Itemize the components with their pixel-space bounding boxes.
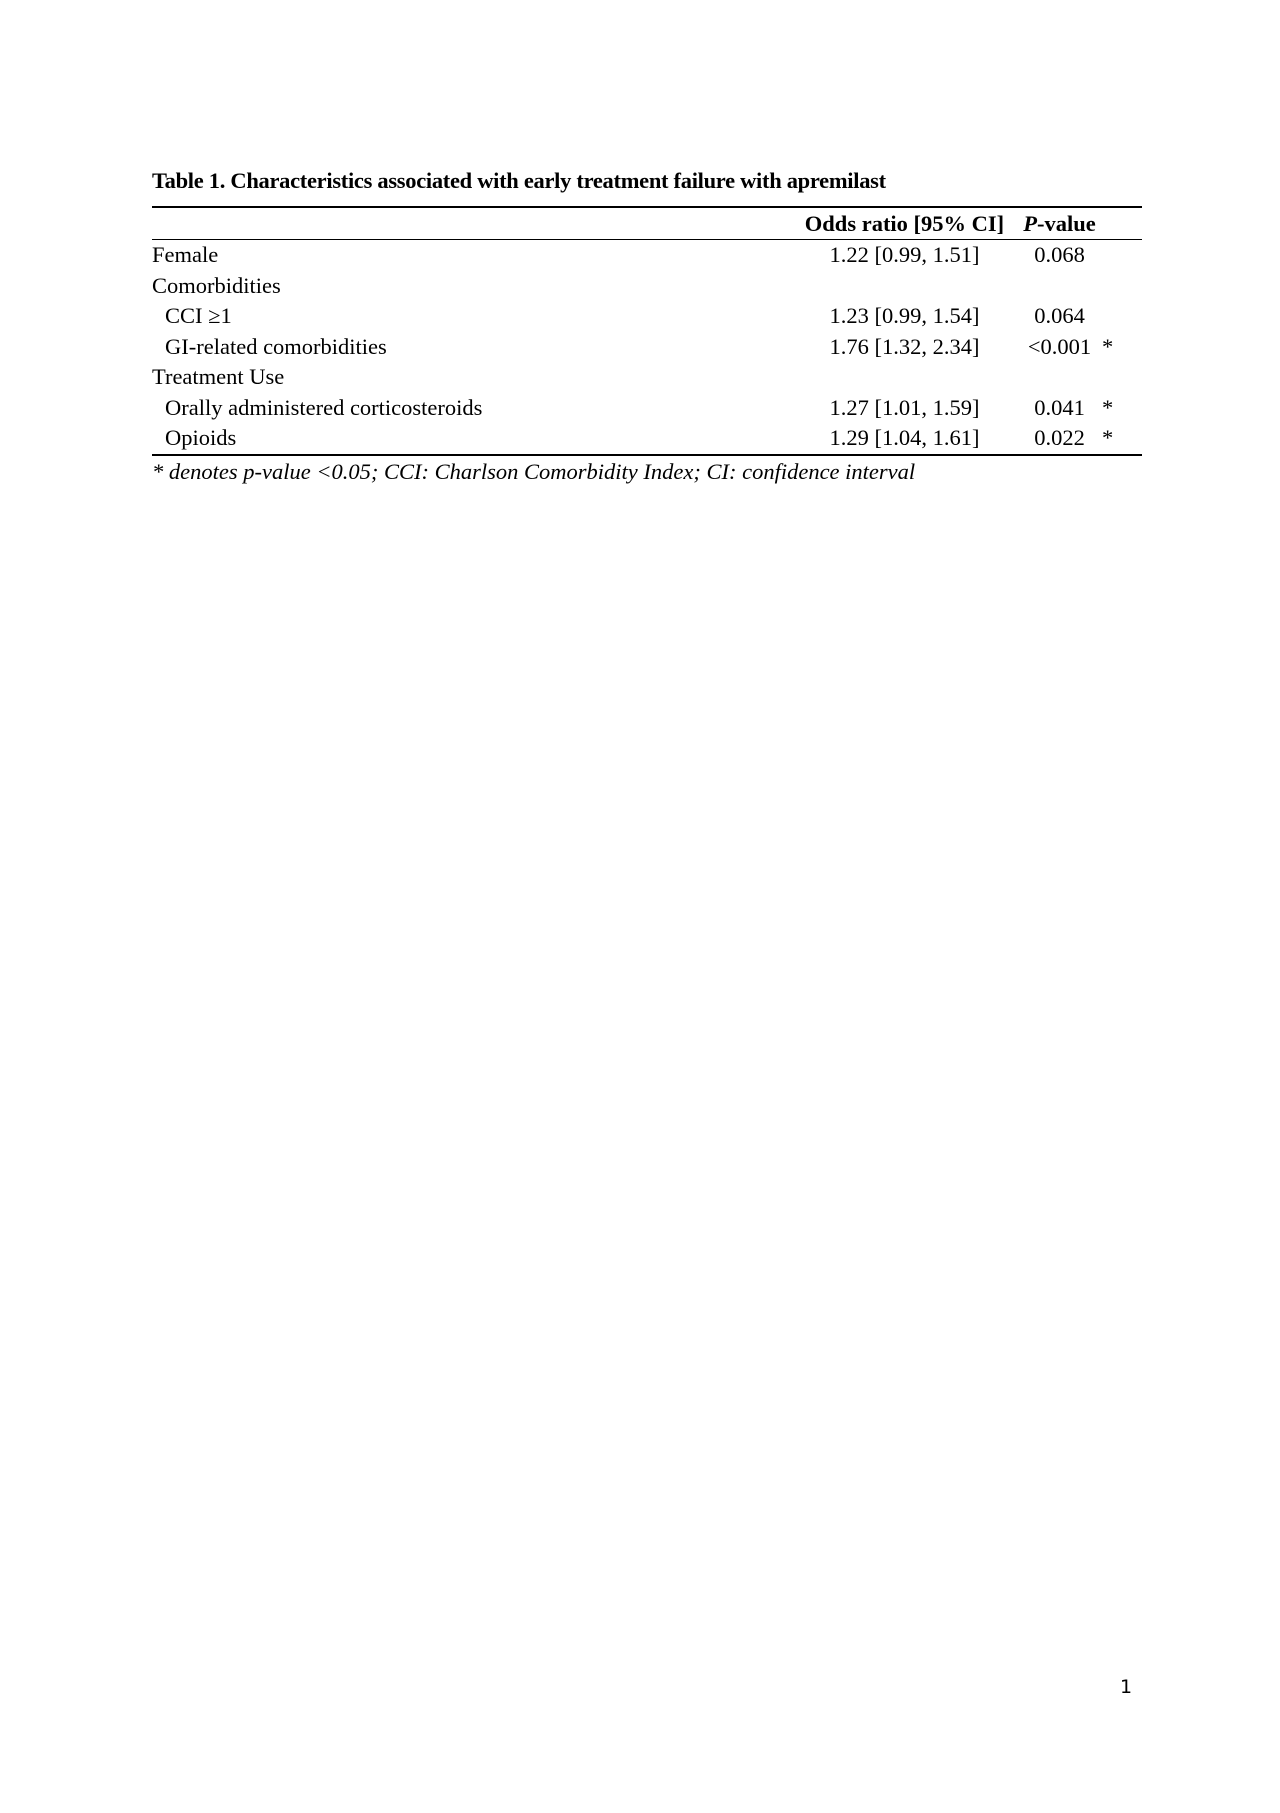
row-p-value: 0.041: [1034, 394, 1085, 420]
table-row: [152, 271, 1142, 302]
row-significance: *: [1102, 394, 1114, 420]
row-label: GI-related comorbidities: [165, 333, 387, 359]
row-odds-ratio: 1.27 [1.01, 1.59]: [829, 394, 980, 420]
row-label: Female: [152, 242, 219, 267]
page-number: 1: [1120, 1676, 1133, 1698]
header-p-prefix: P: [1023, 211, 1037, 236]
row-significance: [1102, 240, 1142, 271]
row-significance: [1102, 362, 1142, 393]
header-odds-ratio: Odds ratio [95% CI]: [804, 211, 1005, 236]
row-label: Orally administered corticosteroids: [165, 394, 483, 420]
table-header-row: [152, 207, 1142, 240]
header-label: [152, 207, 792, 240]
row-significance: *: [1102, 425, 1114, 450]
row-significance: [1102, 271, 1142, 302]
row-p-value: [1017, 362, 1102, 393]
table-row: [152, 301, 1142, 332]
row-odds-ratio: [792, 271, 1017, 302]
row-label: CCI ≥1: [165, 303, 232, 328]
row-p-value: 0.022: [1034, 425, 1085, 450]
row-odds-ratio: [792, 362, 1017, 393]
header-p-value: [1017, 207, 1102, 240]
table-row: [152, 362, 1142, 393]
row-significance: *: [1102, 333, 1114, 359]
row-label: Opioids: [165, 425, 237, 450]
row-odds-ratio: 1.23 [0.99, 1.54]: [829, 303, 980, 328]
row-p-value: 0.064: [1034, 303, 1085, 328]
row-p-value: <0.001: [1027, 333, 1092, 359]
header-sig: [1102, 207, 1142, 240]
row-odds-ratio: 1.29 [1.04, 1.61]: [829, 425, 980, 450]
table-row: [152, 423, 1142, 455]
row-label: Treatment Use: [152, 364, 285, 389]
row-p-value: [1017, 271, 1102, 302]
row-label: Comorbidities: [152, 272, 281, 298]
table-row: [152, 393, 1142, 424]
table-row: [152, 240, 1142, 271]
table-1: [152, 168, 1142, 485]
table-row: [152, 332, 1142, 363]
results-table: [152, 206, 1142, 456]
table-caption: Table 1. Characteristics associated with early treatment failure with apremilast: [152, 168, 886, 193]
header-p-suffix: -value: [1037, 211, 1096, 236]
row-odds-ratio: 1.22 [0.99, 1.51]: [829, 242, 980, 267]
row-significance: [1102, 301, 1142, 332]
table-footnote: * denotes p-value <0.05; CCI: Charlson Comorbidity Index; CI: confidence interval: [152, 458, 916, 484]
row-p-value: 0.068: [1034, 242, 1085, 267]
row-odds-ratio: 1.76 [1.32, 2.34]: [829, 333, 980, 359]
